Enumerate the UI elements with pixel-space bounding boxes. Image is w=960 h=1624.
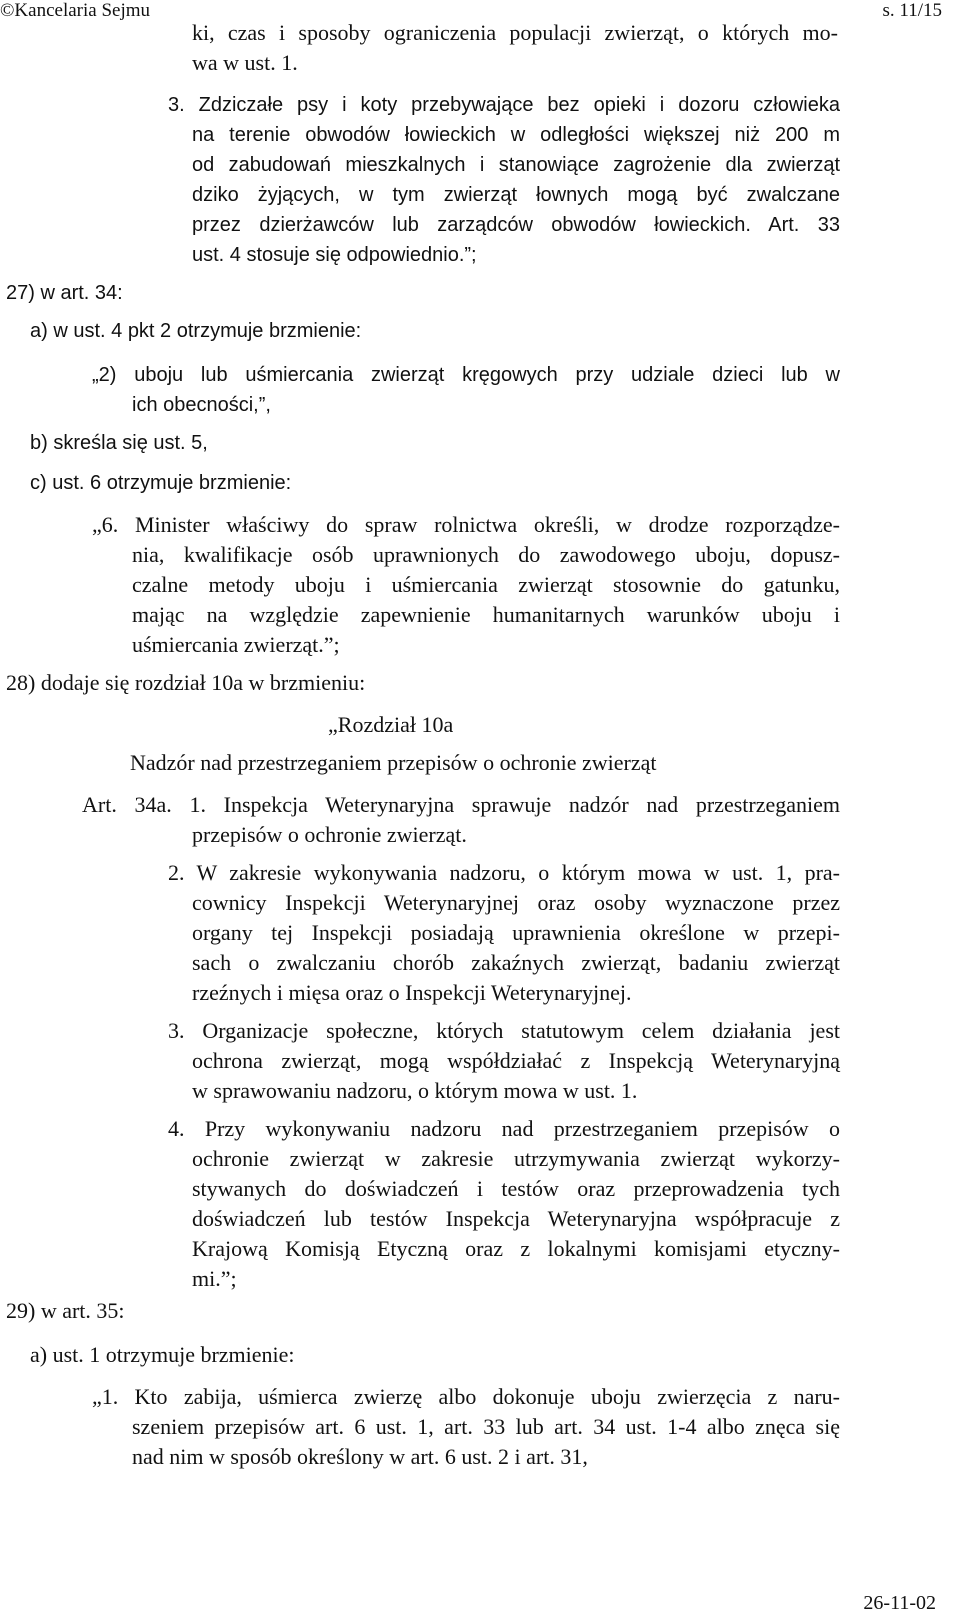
amendment-point: 29) w art. 35:: [6, 1298, 125, 1323]
article-heading: Art. 34a. 1. Inspekcja Weterynaryjna sprawuje nadzór nad przestrzeganiem: [82, 792, 840, 817]
text-line: przez dzierżawców lub zarządców obwodów łowieckich. Art. 33: [192, 214, 840, 236]
chapter-number: „Rozdział 10a: [328, 712, 454, 737]
text-line: ki, czas i sposoby ograniczenia populacji zwierząt, o których mo-: [192, 20, 838, 45]
text-line: 4. Przy wykonywaniu nadzoru nad przestrzeganiem przepisów o: [168, 1116, 840, 1141]
text-line: wa w ust. 1.: [192, 50, 298, 75]
text-line: „1. Kto zabija, uśmierca zwierzę albo dokonuje uboju zwierzęcia z naru-: [92, 1384, 840, 1409]
text-line: cownicy Inspekcji Weterynaryjnej oraz osoby wyznaczone przez: [192, 890, 840, 915]
text-line: ochrona zwierząt, mogą współdziałać z Inspekcją Weterynaryjną: [192, 1048, 840, 1073]
text-line: nia, kwalifikacje osób uprawnionych do zawodowego uboju, dopusz-: [132, 542, 840, 567]
text-line: sach o zwalczaniu chorób zakaźnych zwierząt, badaniu zwierząt: [192, 950, 840, 975]
text-line: c) ust. 6 otrzymuje brzmienie:: [30, 472, 292, 494]
text-line: Krajową Komisją Etyczną oraz z lokalnymi komisjami etyczny-: [192, 1236, 840, 1261]
text-line: rzeźnych i mięsa oraz o Inspekcji Weterynaryjnej.: [192, 980, 632, 1005]
text-line: szeniem przepisów art. 6 ust. 1, art. 33 lub art. 34 ust. 1-4 albo znęca się: [132, 1414, 840, 1439]
text-line: ust. 4 stosuje się odpowiednio.”;: [192, 244, 477, 266]
text-line: 3. Organizacje społeczne, których statutowym celem działania jest: [168, 1018, 840, 1043]
text-line: mając na względzie zapewnienie humanitarnych warunków uboju i: [132, 602, 840, 627]
text-line: organy tej Inspekcji posiadają uprawnienia określone w przepi-: [192, 920, 840, 945]
text-line: przepisów o ochronie zwierząt.: [192, 822, 467, 847]
amendment-point: 27) w art. 34:: [6, 282, 123, 304]
text-line: ich obecności,”,: [132, 394, 271, 416]
text-line: „2) uboju lub uśmiercania zwierząt kręgowych przy udziale dzieci lub w: [92, 364, 840, 386]
text-line: mi.”;: [192, 1266, 237, 1291]
text-line: doświadczeń lub testów Inspekcja Weterynaryjna współpracuje z: [192, 1206, 840, 1231]
text-line: b) skreśla się ust. 5,: [30, 432, 208, 454]
text-line: na terenie obwodów łowieckich w odległości większej niż 200 m: [192, 124, 840, 146]
chapter-title: Nadzór nad przestrzeganiem przepisów o ochronie zwierząt: [130, 750, 657, 775]
text-line: „6. Minister właściwy do spraw rolnictwa określi, w drodze rozporządze-: [92, 512, 840, 537]
text-line: uśmiercania zwierząt.”;: [132, 632, 340, 657]
amendment-point: 28) dodaje się rozdział 10a w brzmieniu:: [6, 670, 366, 695]
text-line: 2. W zakresie wykonywania nadzoru, o którym mowa w ust. 1, pra-: [168, 860, 840, 885]
text-line: od zabudowań mieszkalnych i stanowiące zagrożenie dla zwierząt: [192, 154, 840, 176]
text-line: dziko żyjących, w tym zwierząt łownych mogą być zwalczane: [192, 184, 840, 206]
text-line: 3. Zdziczałe psy i koty przebywające bez opieki i dozoru człowieka: [168, 94, 840, 116]
text-line: ochronie zwierząt w zakresie utrzymywania zwierząt wykorzy-: [192, 1146, 840, 1171]
text-line: czalne metody uboju i uśmiercania zwierząt stosownie do gatunku,: [132, 572, 840, 597]
footer-date: 26-11-02: [863, 1592, 936, 1614]
text-line: w sprawowaniu nadzoru, o którym mowa w ust. 1.: [192, 1078, 638, 1103]
text-line: a) w ust. 4 pkt 2 otrzymuje brzmienie:: [30, 320, 362, 342]
text-line: a) ust. 1 otrzymuje brzmienie:: [30, 1342, 295, 1367]
text-line: nad nim w sposób określony w art. 6 ust. 2 i art. 31,: [132, 1444, 588, 1469]
header-source: ©Kancelaria Sejmu: [0, 0, 151, 21]
text-line: stywanych do doświadczeń i testów oraz przeprowadzenia tych: [192, 1176, 840, 1201]
header-page-number: s. 11/15: [882, 0, 942, 21]
